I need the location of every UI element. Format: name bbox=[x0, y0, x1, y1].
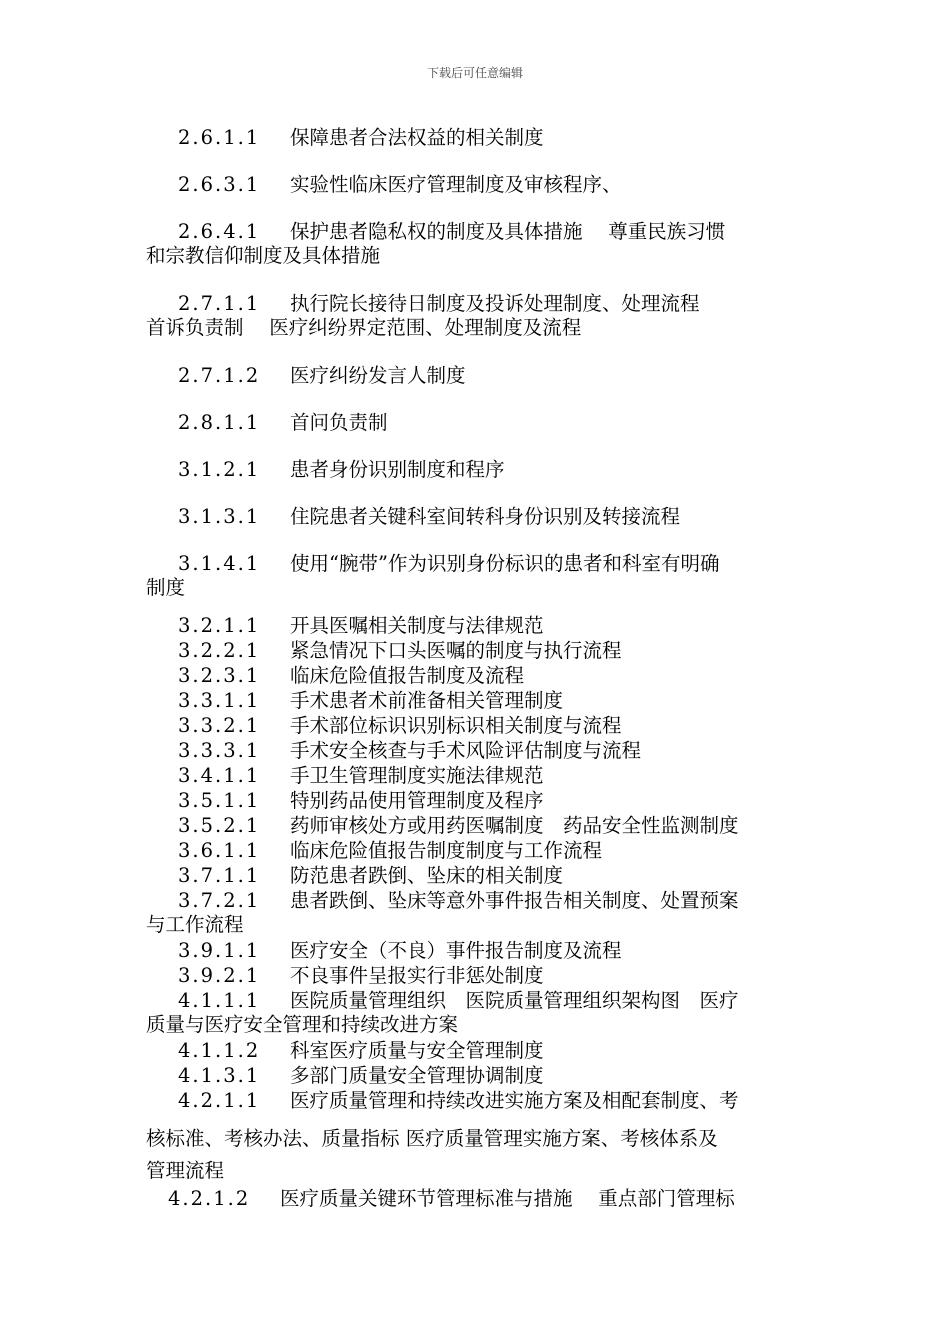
item-text: 不良事件呈报实行非惩处制度 bbox=[290, 964, 544, 987]
item-code: 3.9.1.1 bbox=[178, 939, 261, 962]
item-code: 3.1.3.1 bbox=[178, 505, 261, 528]
item-text: 医疗纠纷发言人制度 bbox=[290, 364, 466, 387]
item-text: 医院质量管理组织 医院质量管理组织架构图 医疗 bbox=[290, 989, 739, 1012]
item-code: 2.7.1.1 bbox=[178, 292, 261, 315]
item-code: 2.6.1.1 bbox=[178, 126, 261, 149]
list-item bbox=[146, 789, 810, 813]
list-item-continuation: 管理流程 bbox=[146, 1159, 225, 1182]
item-text: 紧急情况下口头医嘱的制度与执行流程 bbox=[290, 639, 622, 662]
item-text: 防范患者跌倒、坠床的相关制度 bbox=[290, 864, 564, 887]
list-item bbox=[146, 1064, 810, 1088]
list-item bbox=[146, 689, 810, 713]
item-code: 3.6.1.1 bbox=[178, 839, 261, 862]
item-text: 临床危险值报告制度制度与工作流程 bbox=[290, 839, 603, 862]
item-code: 4.1.1.1 bbox=[178, 989, 261, 1012]
item-code: 3.3.3.1 bbox=[178, 739, 261, 762]
item-text: 住院患者关键科室间转科身份识别及转接流程 bbox=[290, 505, 681, 528]
list-item bbox=[146, 639, 810, 663]
list-item bbox=[146, 458, 810, 482]
list-item bbox=[146, 552, 810, 600]
item-code: 3.2.3.1 bbox=[178, 664, 261, 687]
item-code: 3.9.2.1 bbox=[178, 964, 261, 987]
list-item bbox=[146, 964, 810, 988]
list-item bbox=[146, 505, 810, 529]
item-code: 3.7.1.1 bbox=[178, 864, 261, 887]
item-code: 4.2.1.2 bbox=[168, 1187, 251, 1210]
list-item bbox=[146, 411, 810, 435]
list-item bbox=[146, 173, 810, 197]
item-code: 3.5.1.1 bbox=[178, 789, 261, 812]
list-item bbox=[146, 364, 810, 388]
item-code: 3.7.2.1 bbox=[178, 889, 261, 912]
list-item bbox=[146, 889, 810, 937]
item-text: 患者跌倒、坠床等意外事件报告相关制度、处置预案 bbox=[290, 889, 739, 912]
list-item bbox=[146, 814, 810, 838]
list-item bbox=[146, 664, 810, 688]
item-text: 保护患者隐私权的制度及具体措施 尊重民族习惯 bbox=[290, 220, 726, 243]
item-text: 医疗质量关键环节管理标准与措施 重点部门管理标 bbox=[280, 1187, 735, 1210]
list-item bbox=[146, 292, 810, 340]
list-item bbox=[146, 939, 810, 963]
item-code: 3.1.2.1 bbox=[178, 458, 261, 481]
item-text: 开具医嘱相关制度与法律规范 bbox=[290, 614, 544, 637]
item-text: 多部门质量安全管理协调制度 bbox=[290, 1064, 544, 1087]
item-continuation: 与工作流程 bbox=[146, 913, 244, 936]
item-code: 4.2.1.1 bbox=[178, 1089, 261, 1112]
list-item bbox=[146, 614, 810, 638]
list-item bbox=[146, 989, 810, 1037]
item-text: 科室医疗质量与安全管理制度 bbox=[290, 1039, 544, 1062]
item-continuation: 质量与医疗安全管理和持续改进方案 bbox=[146, 1013, 459, 1036]
item-code: 3.1.4.1 bbox=[178, 552, 261, 575]
item-text: 手术部位标识识别标识相关制度与流程 bbox=[290, 714, 622, 737]
list-item bbox=[146, 764, 810, 788]
list-item bbox=[146, 714, 810, 738]
item-text: 手术安全核查与手术风险评估制度与流程 bbox=[290, 739, 642, 762]
item-text: 手卫生管理制度实施法律规范 bbox=[290, 764, 544, 787]
item-code: 3.3.1.1 bbox=[178, 689, 261, 712]
list-item bbox=[146, 220, 810, 268]
item-code: 4.1.3.1 bbox=[178, 1064, 261, 1087]
item-text: 医疗质量管理和持续改进实施方案及相配套制度、考 bbox=[290, 1089, 739, 1112]
item-continuation: 首诉负责制 医疗纠纷界定范围、处理制度及流程 bbox=[146, 316, 582, 339]
item-text: 药师审核处方或用药医嘱制度 药品安全性监测制度 bbox=[290, 814, 739, 837]
item-text: 患者身份识别制度和程序 bbox=[290, 458, 505, 481]
list-item bbox=[146, 1039, 810, 1063]
list-item bbox=[146, 739, 810, 763]
list-item bbox=[146, 864, 810, 888]
item-code: 3.4.1.1 bbox=[178, 764, 261, 787]
item-code: 2.8.1.1 bbox=[178, 411, 261, 434]
item-text: 保障患者合法权益的相关制度 bbox=[290, 126, 544, 149]
page-header: 下载后可任意编辑 bbox=[426, 66, 523, 80]
item-text: 使用“腕带”作为识别身份标识的患者和科室有明确 bbox=[290, 552, 720, 575]
item-text: 特别药品使用管理制度及程序 bbox=[290, 789, 544, 812]
item-text: 手术患者术前准备相关管理制度 bbox=[290, 689, 564, 712]
item-text: 医疗安全（不良）事件报告制度及流程 bbox=[290, 939, 622, 962]
item-text: 执行院长接待日制度及投诉处理制度、处理流程 bbox=[290, 292, 700, 315]
item-code: 4.1.1.2 bbox=[178, 1039, 261, 1062]
item-continuation: 和宗教信仰制度及具体措施 bbox=[146, 244, 381, 267]
item-continuation: 制度 bbox=[146, 576, 186, 599]
item-code: 2.6.3.1 bbox=[178, 173, 261, 196]
item-text: 实验性临床医疗管理制度及审核程序、 bbox=[290, 173, 622, 196]
item-text: 首问负责制 bbox=[290, 411, 388, 434]
list-item bbox=[146, 126, 810, 150]
item-code: 2.7.1.2 bbox=[178, 364, 261, 387]
item-code: 2.6.4.1 bbox=[178, 220, 261, 243]
item-code: 3.2.2.1 bbox=[178, 639, 261, 662]
item-code: 3.5.2.1 bbox=[178, 814, 261, 837]
list-item bbox=[136, 1187, 800, 1211]
item-text: 临床危险值报告制度及流程 bbox=[290, 664, 525, 687]
list-item bbox=[146, 839, 810, 863]
list-item-continuation: 核标准、考核办法、质量指标 医疗质量管理实施方案、考核体系及 bbox=[146, 1127, 718, 1150]
list-item bbox=[146, 1089, 810, 1113]
item-code: 3.2.1.1 bbox=[178, 614, 261, 637]
item-code: 3.3.2.1 bbox=[178, 714, 261, 737]
